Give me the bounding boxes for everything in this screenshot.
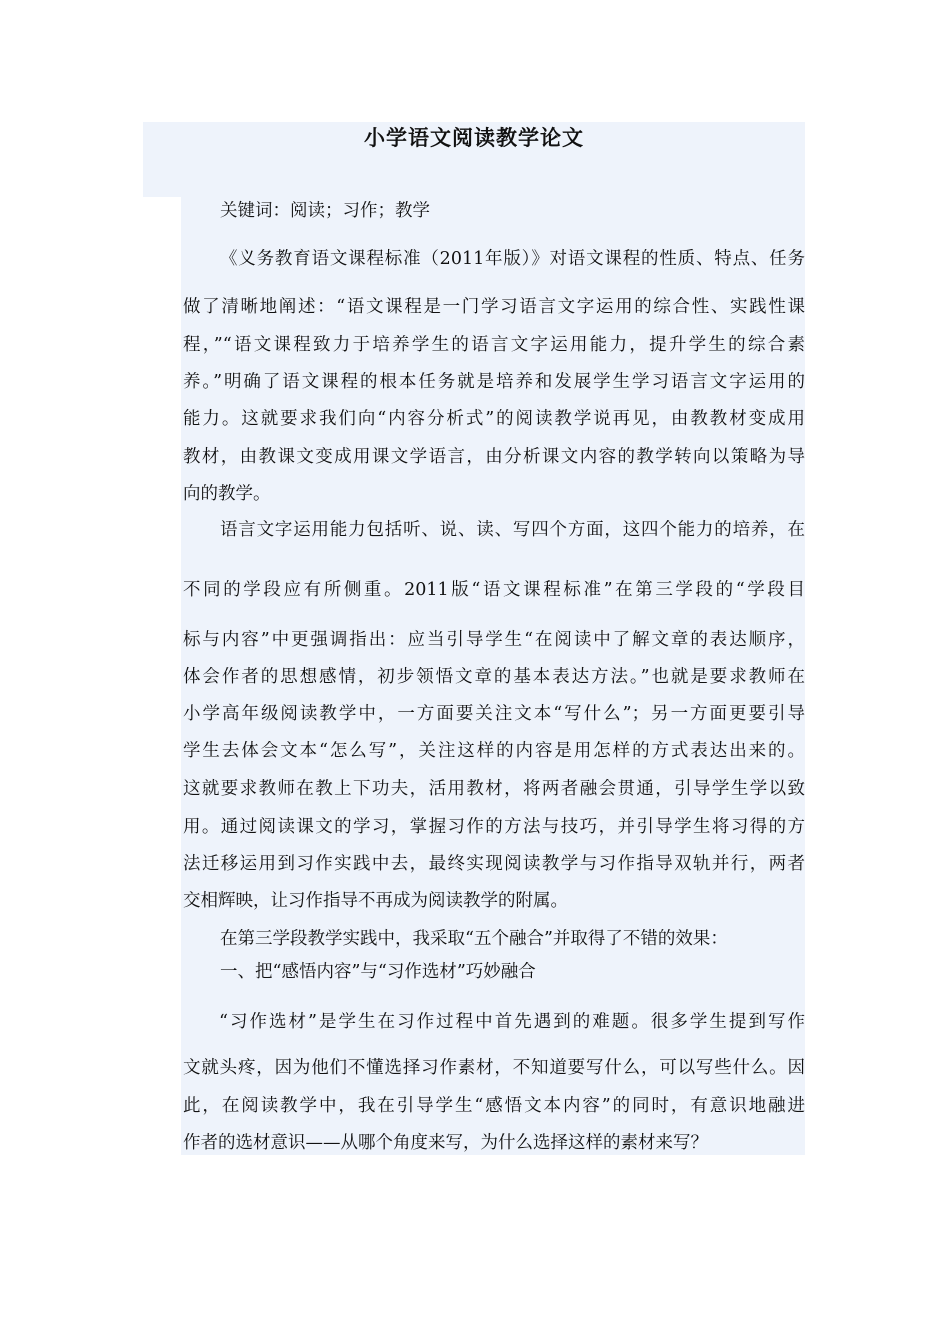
paragraph-line: 标与内容”中更强调指出：应当引导学生“在阅读中了解文章的表达顺序， [183, 630, 805, 650]
paragraph-line: 用。通过阅读课文的学习，掌握习作的方法与技巧，并引导学生将习得的方 [183, 817, 805, 837]
paragraph-line: 文就头疼，因为他们不懂选择习作素材，不知道要写什么，可以写些什么。因 [183, 1058, 805, 1078]
paragraph-line: 做了清晰地阐述：“语文课程是一门学习语言文字运用的综合性、实践性课 [183, 297, 805, 317]
paragraph-line: 能力。这就要求我们向“内容分析式”的阅读教学说再见，由教教材变成用 [183, 409, 805, 429]
paragraph-line: 养。”明确了语文课程的根本任务就是培养和发展学生学习语言文字运用的 [183, 372, 805, 392]
keywords-line: 关键词：阅读；习作；教学 [220, 201, 430, 221]
paragraph-line: 小学高年级阅读教学中，一方面要关注文本“写什么”；另一方面更要引导 [183, 704, 805, 724]
paragraph-line: 作者的选材意识——从哪个角度来写，为什么选择这样的素材来写？ [183, 1133, 708, 1153]
paragraph-line: 语言文字运用能力包括听、说、读、写四个方面，这四个能力的培养，在 [220, 520, 805, 540]
paragraph-line: 不同的学段应有所侧重。2011版“语文课程标准”在第三学段的“学段目 [183, 580, 805, 600]
paragraph-line: 交相辉映，让习作指导不再成为阅读教学的附属。 [183, 891, 568, 911]
paragraph-line: 此，在阅读教学中，我在引导学生“感悟文本内容”的同时，有意识地融进 [183, 1096, 805, 1116]
paragraph-line: 这就要求教师在教上下功夫，活用教材，将两者融会贯通，引导学生学以致 [183, 779, 805, 799]
paragraph-line: 《义务教育语文课程标准（2011年版）》对语文课程的性质、特点、任务 [220, 249, 805, 269]
paragraph-line: 法迁移运用到习作实践中去，最终实现阅读教学与习作指导双轨并行，两者 [183, 854, 805, 874]
paragraph-line: 程，”“语文课程致力于培养学生的语言文字运用能力，提升学生的综合素 [183, 335, 805, 355]
paragraph-line: “习作选材”是学生在习作过程中首先遇到的难题。很多学生提到写作 [219, 1012, 805, 1032]
paragraph-line: 学生去体会文本“怎么写”，关注这样的内容是用怎样的方式表达出来的。 [183, 741, 805, 761]
paragraph-line: 在第三学段教学实践中，我采取“五个融合”并取得了不错的效果： [220, 929, 728, 949]
document-title: 小学语文阅读教学论文 [364, 125, 584, 150]
paragraph-line: 向的教学。 [183, 484, 271, 504]
paragraph-line: 体会作者的思想感情，初步领悟文章的基本表达方法。”也就是要求教师在 [183, 667, 805, 687]
section-heading: 一、把“感悟内容”与“习作选材”巧妙融合 [220, 962, 536, 982]
paragraph-line: 教材，由教课文变成用课文学语言，由分析课文内容的教学转向以策略为导 [183, 447, 805, 467]
